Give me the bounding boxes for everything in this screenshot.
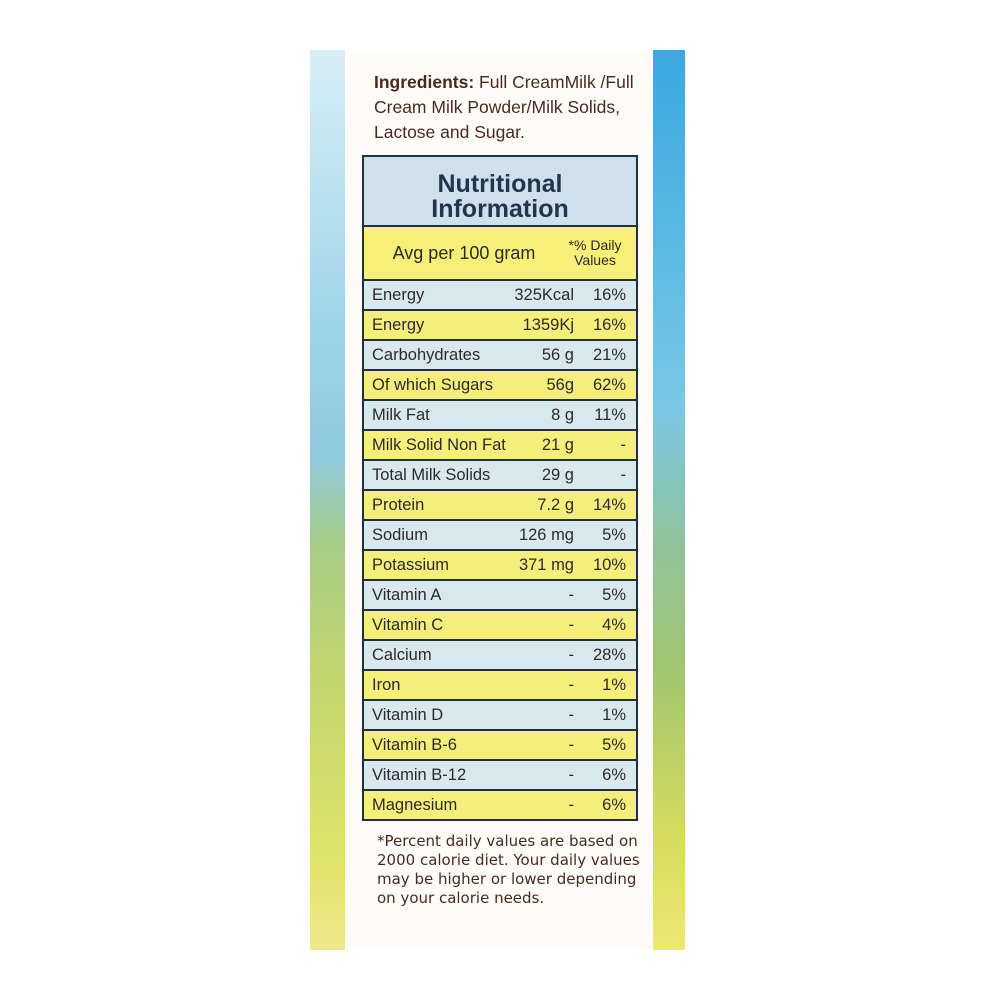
nutrition-row <box>364 671 636 699</box>
nutrient-daily-value: 10% <box>592 555 626 574</box>
nutrient-name: Vitamin D <box>372 705 444 724</box>
nutrient-name: Milk Fat <box>372 405 430 424</box>
nutrient-amount: 21 g <box>541 435 574 454</box>
nutrition-row <box>364 611 636 639</box>
nutrition-row <box>364 791 636 819</box>
nutrition-row <box>364 341 636 369</box>
nutrient-amount: 56 g <box>541 345 574 364</box>
nutrient-amount: - <box>568 735 574 754</box>
nutrient-name: Vitamin C <box>372 615 444 634</box>
nutrient-amount: - <box>568 765 574 784</box>
nutrition-table <box>362 155 638 821</box>
header-daily-values-line1: *% Daily <box>568 237 622 253</box>
nutrient-daily-value: 6% <box>602 765 626 784</box>
nutrition-title-line2: Information <box>431 195 569 223</box>
nutrient-daily-value: 16% <box>592 285 626 304</box>
nutrient-daily-value: 4% <box>602 615 626 634</box>
nutrient-name: Total Milk Solids <box>372 465 491 484</box>
nutrition-row <box>364 431 636 459</box>
footnote: *Percent daily values are based on 2000 calorie diet. Your daily values may be higher or lower depending on your calorie needs. <box>377 832 640 907</box>
nutrition-header-row <box>364 227 636 279</box>
nutrient-daily-value: 21% <box>592 345 626 364</box>
nutrition-row <box>364 701 636 729</box>
nutrition-rows <box>364 281 636 819</box>
nutrient-amount: - <box>568 645 574 664</box>
nutrition-row <box>364 521 636 549</box>
nutrient-name: Iron <box>372 675 401 694</box>
nutrition-row <box>364 281 636 309</box>
ingredients-text <box>374 70 644 145</box>
nutrient-amount: 8 g <box>551 405 574 424</box>
nutrient-name: Milk Solid Non Fat <box>372 435 506 454</box>
nutrient-name: Energy <box>372 315 425 334</box>
nutrient-daily-value: 16% <box>592 315 626 334</box>
nutrient-name: Carbohydrates <box>372 345 481 364</box>
nutrient-daily-value: 1% <box>602 705 626 724</box>
nutrient-name: Potassium <box>372 555 450 574</box>
header-daily-values <box>558 238 636 268</box>
nutrient-amount: - <box>568 705 574 724</box>
ingredients-label: Ingredients: <box>374 72 475 92</box>
nutrition-row <box>364 731 636 759</box>
nutrient-daily-value: 1% <box>602 675 626 694</box>
nutrient-name: Magnesium <box>372 795 458 814</box>
nutrient-daily-value: 6% <box>602 795 626 814</box>
nutrient-amount: - <box>568 615 574 634</box>
nutrient-daily-value: 5% <box>602 735 626 754</box>
nutrition-row <box>364 551 636 579</box>
nutrient-daily-value: - <box>620 465 626 484</box>
nutrient-amount: 29 g <box>541 465 574 484</box>
nutrient-name: Vitamin B-12 <box>372 765 467 784</box>
nutrient-daily-value: 28% <box>592 645 626 664</box>
nutrient-amount: 325Kcal <box>514 285 574 304</box>
nutrient-amount: - <box>568 795 574 814</box>
nutrient-daily-value: 14% <box>592 495 626 514</box>
nutrient-name: Vitamin A <box>372 585 442 604</box>
nutrition-row <box>364 371 636 399</box>
nutrient-amount: - <box>568 585 574 604</box>
nutrition-row <box>364 311 636 339</box>
nutrient-amount: 1359Kj <box>522 315 574 334</box>
nutrition-row <box>364 641 636 669</box>
header-per-100g: Avg per 100 gram <box>392 242 536 263</box>
nutrition-title <box>364 157 636 225</box>
nutrient-amount: 56g <box>546 375 574 394</box>
nutrition-row <box>364 461 636 489</box>
nutrient-name: Calcium <box>372 645 432 664</box>
nutrient-amount: - <box>568 675 574 694</box>
ingredients-list: Full CreamMilk /Full Cream Milk Powder/Milk Solids, Lactose and Sugar. <box>374 72 634 142</box>
nutrient-name: Vitamin B-6 <box>372 735 457 754</box>
nutrient-name: Of which Sugars <box>372 375 494 394</box>
nutrition-row <box>364 581 636 609</box>
nutrient-daily-value: 11% <box>594 405 626 424</box>
nutrient-name: Energy <box>372 285 425 304</box>
nutrition-row <box>364 761 636 789</box>
nutrient-amount: 371 mg <box>518 555 574 574</box>
nutrition-row <box>364 401 636 429</box>
header-daily-values-line2: Values <box>574 252 616 268</box>
nutrient-amount: 126 mg <box>518 525 574 544</box>
nutrition-row <box>364 491 636 519</box>
nutrient-daily-value: 5% <box>602 525 626 544</box>
nutrient-daily-value: - <box>620 435 626 454</box>
nutrient-name: Protein <box>372 495 425 514</box>
package-background-left <box>310 50 350 950</box>
nutrition-title-line1: Nutritional <box>437 170 563 198</box>
package-background-right <box>650 50 685 950</box>
nutrient-daily-value: 5% <box>602 585 626 604</box>
nutrient-amount: 7.2 g <box>537 495 574 514</box>
nutrient-name: Sodium <box>372 525 428 544</box>
nutrient-daily-value: 62% <box>592 375 626 394</box>
